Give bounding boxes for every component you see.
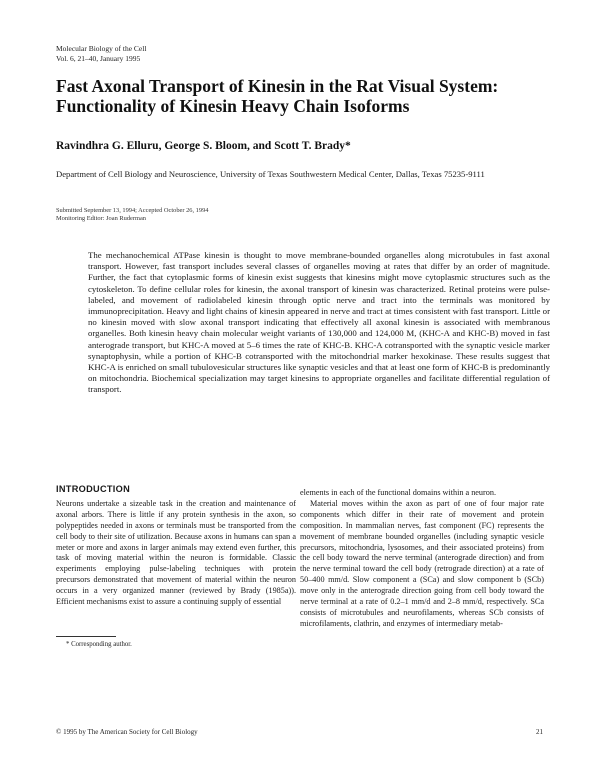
article-title: Fast Axonal Transport of Kinesin in the Rat Visual System: Functionality of Kinesin Heavy Chain Isoforms [56, 76, 499, 116]
body-paragraph: elements in each of the functional domains within a neuron. [300, 488, 496, 497]
section-heading-introduction: INTRODUCTION [56, 484, 131, 494]
copyright-notice: © 1995 by The American Society for Cell Biology [56, 728, 198, 736]
body-paragraph: Neurons undertake a sizeable task in the creation and maintenance of axonal arbors. There is little if any protein synthesis in the axon, so polypeptides needed in axons or terminals must be transported from the cell body to their site of utilization. Because axons in humans can span a meter or more and axons in larger animals may extend even further, this task of moving material within the neuron is formidable. Classic experiments employing pulse-labeling techniques with protein precursors demonstrated that movement of material within the neuron occurs in a very organized manner (reviewed by Brady (1985a)). Efficient mechanisms exist to assure a continuing supply of essential [56, 498, 296, 607]
body-paragraph: Material moves within the axon as part of one of four major rate components which differ in their rate of movement and protein composition. In mammalian nerves, fast component (FC) represents the movement of membrane bounded organelles (including synaptic vesicle precursors, mitochondria, lysosomes, and their associated proteins) from the cell body toward the nerve terminal (anterograde direction) and from the nerve terminal toward the cell body (retrograde direction) at a rate of 50–400 mm/d. Slow component a (SCa) and slow component b (SCb) move only in the anterograde direction going from cell body toward the nerve terminal at a rate of 0.2–1 mm/d and 2–8 mm/d, respectively. SCa consists of microtubules and neurofilaments, whereas SCb consists of microfilaments, clathrin, and enzymes of intermediary metab- [300, 498, 544, 628]
journal-citation [56, 44, 146, 64]
article-authors: Ravindhra G. Elluru, George S. Bloom, and Scott T. Brady* [56, 140, 351, 152]
submission-dates: Submitted September 13, 1994; Accepted October 26, 1994 [56, 207, 209, 214]
footnote-corresponding-author: * Corresponding author. [66, 641, 132, 648]
abstract-text: The mechanochemical ATPase kinesin is thought to move membrane-bounded organelles along microtubules in fast axonal transport. However, fast transport includes several classes of organelles moving at rates that differ by an order of magnitude. Further, the fact that cytoplasmic forms of kinesin exist suggests that kinesins might move cytoplasmic structures such as the cytoskeleton. To define cellular roles for kinesin, the axonal transport of kinesin was characterized. Retinal proteins were pulse-labeled, and movement of radiolabeled kinesin through optic nerve and tract into the terminals was monitored by immunoprecipitation. Heavy and light chains of kinesin appeared in nerve and tract at times consistent with fast transport. Little or no kinesin moved with slow axonal transport indicating that effectively all axonal kinesin is associated with membranous organelles. Both kinesin heavy chain molecular weight variants of 130,000 and 124,000 M, (KHC-A and KHC-B) moved in fast anterograde transport, but KHC-A moved at 5–6 times the rate of KHC-B. KHC-A cotransported with the synaptic vesicle marker synaptophysin, while a portion of KHC-B cotransported with the mitochondrial marker hexokinase. These results suggest that KHC-A is enriched on small tubulovesicular structures like synaptic vesicles and that at least one form of KHC-B is predominantly on mitochondria. Biochemical specialization may target kinesins to appropriate organelles and facilitate differential regulation of transport. [88, 250, 550, 395]
page-number: 21 [536, 728, 543, 736]
author-affiliation: Department of Cell Biology and Neuroscience, University of Texas Southwestern Medical Center, Dallas, Texas 75235-9111 [56, 169, 485, 179]
journal-volume: Vol. 6, 21–40, January 1995 [56, 54, 141, 63]
footnote-divider [56, 636, 116, 637]
journal-name: Molecular Biology of the Cell [56, 44, 147, 53]
abstract [88, 250, 550, 396]
body-column-left [56, 484, 296, 608]
submission-info [56, 207, 208, 223]
monitoring-editor: Monitoring Editor: Joan Ruderman [56, 215, 146, 222]
body-column-right [300, 488, 544, 630]
